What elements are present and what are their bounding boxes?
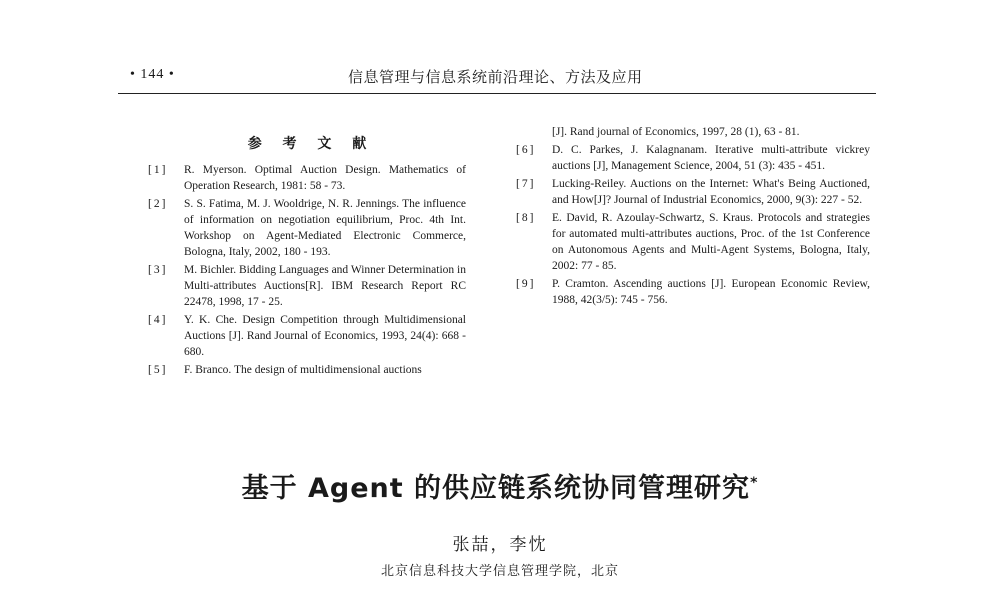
running-title: 信息管理与信息系统前沿理论、方法及应用 — [348, 68, 643, 86]
page-number: • 144 • — [130, 67, 175, 82]
article-title-text: 基于 Agent 的供应链系统协同管理研究 — [241, 473, 751, 504]
reference-number: [9] — [516, 278, 536, 290]
reference-text: P. Cramton. Ascending auctions [J]. European Economic Review, 1988, 42(3/5): 745 - 756. — [552, 278, 870, 306]
title-footnote-mark: * — [750, 475, 759, 491]
reference-number: [4] — [148, 314, 168, 326]
running-header — [118, 63, 876, 87]
reference-number: [5] — [148, 364, 168, 376]
reference-item — [148, 162, 466, 194]
reference-item — [516, 176, 870, 208]
reference-text: D. C. Parkes, J. Kalagnanam. Iterative multi-attribute vickrey auctions [J], Management Science, 2004, 51 (3): 435 - 451. — [552, 144, 870, 172]
reference-item — [516, 276, 870, 308]
reference-text: M. Bichler. Bidding Languages and Winner Determination in Multi-attributes Auctions[R]. IBM Research Report RC 22478, 1998, 17 - 25. — [184, 264, 466, 308]
references-right-column — [516, 124, 870, 310]
reference-number: [8] — [516, 212, 536, 224]
reference-item — [516, 210, 870, 274]
reference-text: F. Branco. The design of multidimensional auctions — [184, 364, 422, 376]
reference-number: [1] — [148, 164, 168, 176]
reference-text: S. S. Fatima, M. J. Wooldrige, N. R. Jennings. The influence of information on negotiation equilibrium, Proc. 4th Int. Workshop on Agent-Mediated Electronic Commerce, Bologna, Italy, 2002, 180 - 193. — [184, 198, 466, 258]
reference-number: [3] — [148, 264, 168, 276]
reference-number: [6] — [516, 144, 536, 156]
reference-number: [2] — [148, 198, 168, 210]
reference-item — [516, 142, 870, 174]
reference-text: Y. K. Che. Design Competition through Multidimensional Auctions [J]. Rand Journal of Economics, 1993, 24(4): 668 - 680. — [184, 314, 466, 358]
article-authors: 张喆，李忱 — [452, 535, 548, 555]
references-heading: 参 考 文 献 — [247, 136, 375, 152]
reference-item — [148, 312, 466, 360]
reference-text: R. Myerson. Optimal Auction Design. Mathematics of Operation Research, 1981: 58 - 73. — [184, 164, 466, 192]
reference-text: E. David, R. Azoulay-Schwartz, S. Kraus. Protocols and strategies for automated multi-attributes auctions, Proc. of the 1st Conference on Autonomous Agents and Multi-Agent Systems, Bologna, Italy, 2002: 77 - 85. — [552, 212, 870, 272]
reference-number: [7] — [516, 178, 536, 190]
reference-item — [148, 362, 466, 378]
article-title — [0, 466, 1000, 505]
reference-text: Lucking-Reiley. Auctions on the Internet: What's Being Auctioned, and How[J]? Journal of Industrial Economics, 2000, 9(3): 227 - 52. — [552, 178, 870, 206]
article-affiliation: 北京信息科技大学信息管理学院，北京 — [380, 564, 619, 579]
reference-item — [148, 196, 466, 260]
header-rule — [118, 93, 876, 94]
references-left-column — [148, 128, 466, 380]
reference-item — [148, 262, 466, 310]
reference-continued: [J]. Rand journal of Economics, 1997, 28 (1), 63 - 81. — [552, 126, 800, 138]
